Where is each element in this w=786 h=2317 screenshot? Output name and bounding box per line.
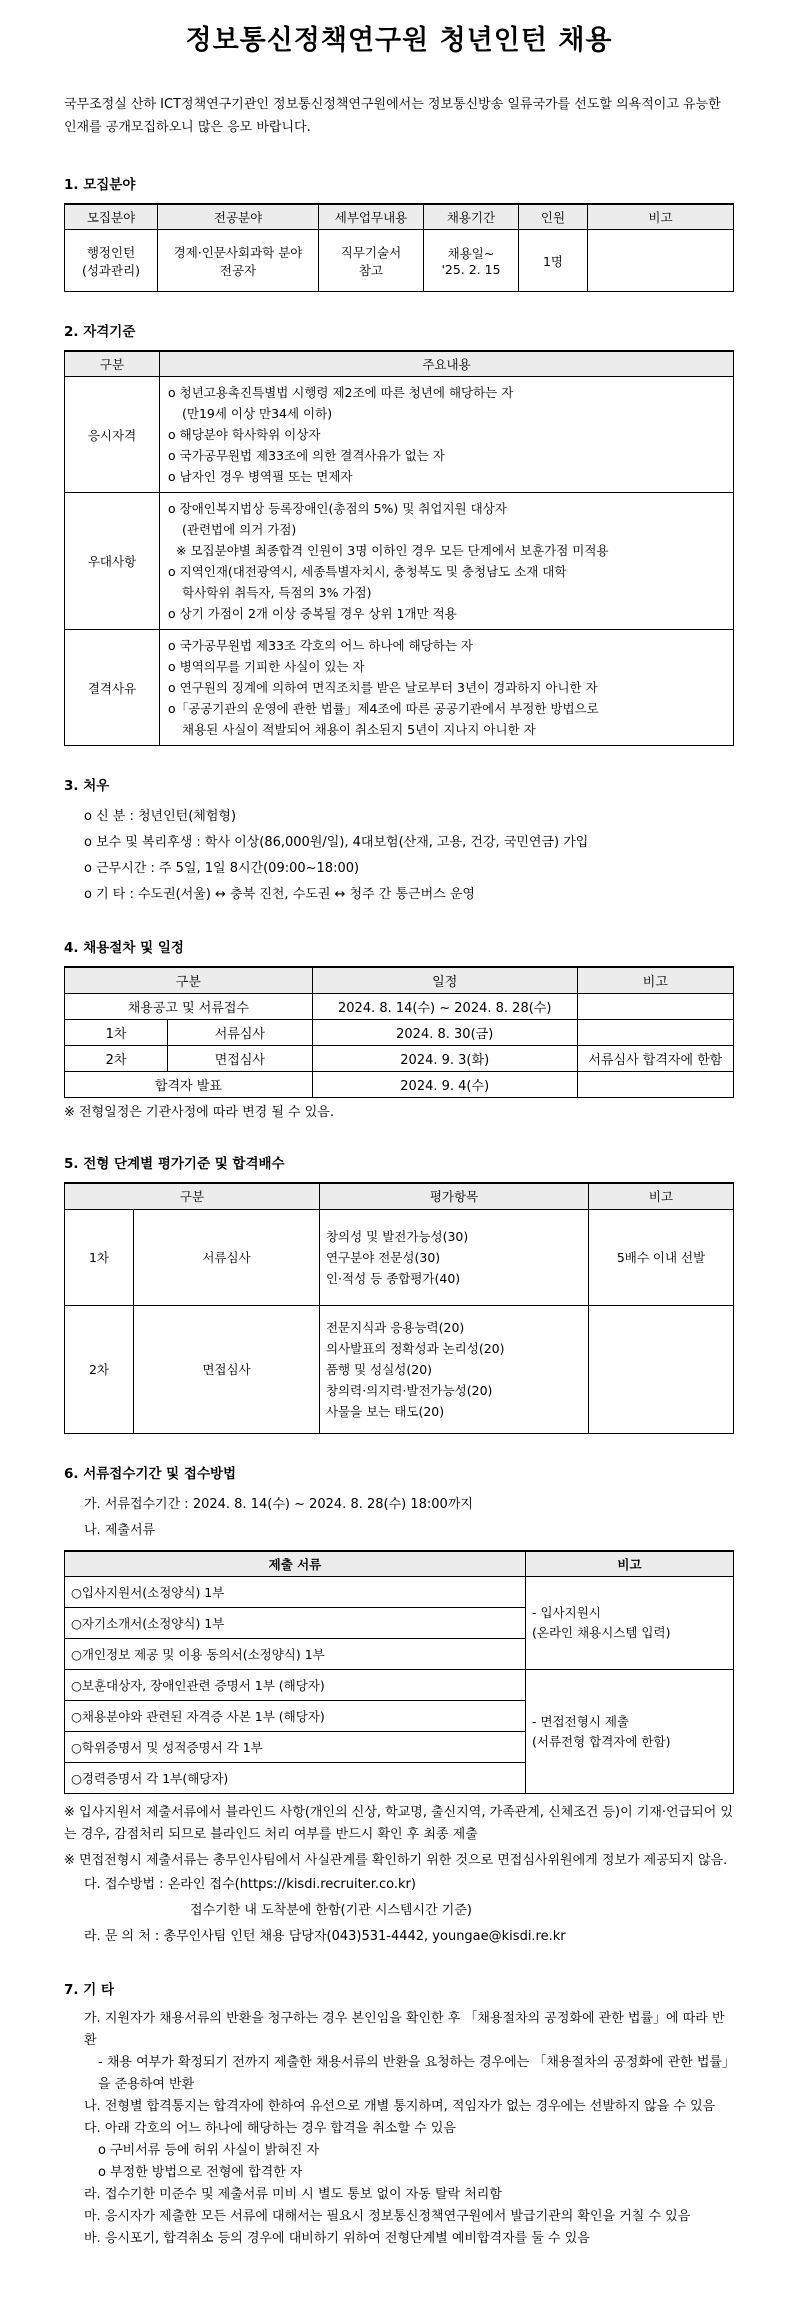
col-header: 평가항목 <box>319 1183 588 1209</box>
list-item: o 청년고용촉진특별법 시행령 제2조에 따른 청년에 해당하는 자 <box>168 385 514 400</box>
documents-label: 나. 제출서류 <box>84 1522 156 1538</box>
list-item: (만19세 이상 만34세 이하) <box>182 406 333 421</box>
section-2-heading: 2. 자격기준 <box>64 324 136 340</box>
list-item: 마. 응시자가 제출한 모든 서류에 대해서는 필요시 정보통신정책연구원에서 발급기관의 확인을 거칠 수 있음 <box>84 2209 691 2224</box>
table-cell <box>577 994 733 1020</box>
section-7-heading: 7. 기 타 <box>64 1982 115 1998</box>
col-header: 세부업무내용 <box>319 204 424 230</box>
treatment-line: o 근무시간 : 주 5일, 1일 8시간(09:00~18:00) <box>84 861 360 876</box>
table-cell <box>577 1020 733 1046</box>
contact-info: 라. 문 의 처 : 총무인사팀 인턴 채용 담당자(043)531-4442, youngae@kisdi.re.kr <box>84 1929 566 1944</box>
table-cell <box>588 1305 733 1433</box>
list-item: o 남자인 경우 병역필 또는 면제자 <box>168 469 353 484</box>
list-item: 창의성 및 발전가능성(30) <box>325 1228 469 1244</box>
treatment-line: o 보수 및 복리후생 : 학사 이상(86,000원/일), 4대보험(산재, 고용, 건강, 국민연금) 가입 <box>84 835 589 850</box>
treatment-line: o 신 분 : 청년인턴(체험형) <box>84 809 237 824</box>
table-row: ○입사지원서(소정양식) 1부 <box>65 1577 526 1608</box>
list-item: 의사발표의 정확성과 논리성(20) <box>325 1340 505 1356</box>
col-header: 비고 <box>526 1551 734 1577</box>
qualification-table <box>64 350 734 746</box>
list-item: o 구비서류 등에 허위 사실이 밝혀진 자 <box>98 2143 320 2158</box>
table-cell: 2차 <box>65 1305 134 1433</box>
application-deadline-note: 접수기한 내 도착분에 한함(기관 시스템시간 기준) <box>190 1903 472 1918</box>
list-item: 인·적성 등 종합평가(40) <box>325 1270 461 1286</box>
list-item: 학사학위 취득자, 득점의 3% 가점) <box>182 585 372 600</box>
list-item: 연구분야 전문성(30) <box>325 1249 441 1265</box>
table-cell: 5배수 이내 선발 <box>588 1209 733 1305</box>
list-item: - 채용 여부가 확정되기 전까지 제출한 채용서류의 반환을 요청하는 경우에는 「채용절차의 공정화에 관한 법률」을 준용하여 반환 <box>98 2055 729 2092</box>
list-item: o 병역의무를 기피한 사실이 있는 자 <box>168 659 365 674</box>
col-header: 인원 <box>519 204 588 230</box>
table-cell: - 면접전형시 제출 (서류전형 합격자에 한함) <box>526 1670 734 1794</box>
table-cell: 서류심사 합격자에 한함 <box>577 1046 733 1072</box>
col-header: 비고 <box>588 1183 733 1209</box>
col-header: 제출 서류 <box>65 1551 526 1577</box>
table-cell: 채용일~ '25. 2. 15 <box>424 230 519 292</box>
table-cell: 서류심사 <box>134 1209 320 1305</box>
intro-paragraph: 국무조정실 산하 ICT정책연구기관인 정보통신정책연구원에서는 정보통신방송 일류국가를 선도할 의욕적이고 유능한 인재를 공개모집하오니 많은 응모 바랍니다. <box>64 97 721 135</box>
table-row: ○보훈대상자, 장애인관련 증명서 1부 (해당자) <box>65 1670 526 1701</box>
list-item: 라. 접수기한 미준수 및 제출서류 미비 시 별도 통보 없이 자동 탈락 처리함 <box>84 2187 502 2202</box>
col-header: 모집분야 <box>65 204 158 230</box>
section-6-heading: 6. 서류접수기간 및 접수방법 <box>64 1465 237 1482</box>
list-item: o 국가공무원법 제33조 각호의 어느 하나에 해당하는 자 <box>168 638 473 653</box>
row-label: 응시자격 <box>65 377 160 493</box>
table-cell: 채용공고 및 서류접수 <box>65 994 313 1020</box>
table-cell: 1명 <box>519 230 588 292</box>
list-item: o 장애인복지법상 등록장애인(총점의 5%) 및 취업지원 대상자 <box>168 501 507 516</box>
list-item: 나. 전형별 합격통지는 합격자에 한하여 유선으로 개별 통지하며, 적임자가 없는 경우에는 선발하지 않을 수 있음 <box>84 2099 716 2114</box>
list-item: 품행 및 성실성(20) <box>325 1361 433 1377</box>
table-cell <box>160 377 734 493</box>
table-cell: 2024. 8. 14(수) ~ 2024. 8. 28(수) <box>312 994 577 1020</box>
table-row: ○개인정보 제공 및 이용 동의서(소정양식) 1부 <box>65 1639 526 1670</box>
application-period: 가. 서류접수기간 : 2024. 8. 14(수) ~ 2024. 8. 28(수) 18:00까지 <box>84 1496 473 1512</box>
table-cell: 경제·인문사회과학 분야 전공자 <box>158 230 319 292</box>
list-item: o 해당분야 학사학위 이상자 <box>168 427 321 442</box>
table-row: ○학위증명서 및 성적증명서 각 1부 <box>65 1732 526 1763</box>
application-method: 다. 접수방법 : 온라인 접수(https://kisdi.recruiter.co.kr) <box>84 1877 416 1892</box>
col-header: 비고 <box>588 204 734 230</box>
table-row: ○경력증명서 각 1부(해당자) <box>65 1763 526 1794</box>
list-item: 창의력·의지력·발전가능성(20) <box>325 1382 493 1398</box>
col-header: 전공분야 <box>158 204 319 230</box>
table-cell <box>319 1305 588 1433</box>
table-cell: 합격자 발표 <box>65 1072 313 1098</box>
list-item: 다. 아래 각호의 어느 하나에 해당하는 경우 합격을 취소할 수 있음 <box>84 2121 456 2136</box>
list-item: 채용된 사실이 적발되어 채용이 취소된지 5년이 지나지 아니한 자 <box>182 722 536 737</box>
table-cell: 직무기술서 참고 <box>319 230 424 292</box>
list-item: o 지역인재(대전광역시, 세종특별자치시, 충청북도 및 충청남도 소재 대학 <box>168 564 567 579</box>
table-cell <box>588 230 734 292</box>
interview-note: ※ 면접전형시 제출서류는 총무인사팀에서 사실관계를 확인하기 위한 것으로 면접심사위원에게 정보가 제공되지 않음. <box>64 1853 728 1868</box>
schedule-table <box>64 966 734 1098</box>
table-row: ○자기소개서(소정양식) 1부 <box>65 1608 526 1639</box>
treatment-line: o 기 타 : 수도권(서울) ↔ 충북 진천, 수도권 ↔ 청주 간 통근버스 운영 <box>84 887 475 902</box>
table-cell: 2024. 9. 3(화) <box>312 1046 577 1072</box>
col-header: 일정 <box>312 967 577 994</box>
table-cell: 서류심사 <box>168 1020 313 1046</box>
list-item: 사물을 보는 태도(20) <box>325 1403 445 1419</box>
list-item: o 국가공무원법 제33조에 의한 결격사유가 없는 자 <box>168 448 445 463</box>
evaluation-table <box>64 1182 734 1434</box>
table-cell: 1차 <box>65 1020 168 1046</box>
list-item: 전문지식과 응용능력(20) <box>325 1319 465 1335</box>
schedule-note: ※ 전형일정은 기관사정에 따라 변경 될 수 있음. <box>64 1105 334 1120</box>
list-item: o 상기 가점이 2개 이상 중복될 경우 상위 1개만 적용 <box>168 606 457 621</box>
table-cell: 2024. 8. 30(금) <box>312 1020 577 1046</box>
list-item: ※ 모집분야별 최종합격 인원이 3명 이하인 경우 모든 단계에서 보훈가점 미적용 <box>176 543 609 558</box>
col-header: 구분 <box>65 1183 320 1209</box>
list-item: o 연구원의 징계에 의하여 면직조치를 받은 날로부터 3년이 경과하지 아니한 자 <box>168 680 598 695</box>
col-header: 채용기간 <box>424 204 519 230</box>
section-5-heading: 5. 전형 단계별 평가기준 및 합격배수 <box>64 1156 285 1172</box>
blind-note: ※ 입사지원서 제출서류에서 블라인드 사항(개인의 신상, 학교명, 출신지역, 가족관계, 신체조건 등)이 기재·언급되어 있는 경우, 감점처리 되므로 블라인드 처리 여부를 반드시 확인 후 최종 제출 <box>64 1805 733 1842</box>
table-cell: 면접심사 <box>134 1305 320 1433</box>
table-cell <box>160 493 734 630</box>
col-header: 주요내용 <box>160 351 734 377</box>
page-title: 정보통신정책연구원 청년인턴 채용 <box>185 25 613 56</box>
section-1-heading: 1. 모집분야 <box>64 177 136 193</box>
list-item: 가. 지원자가 채용서류의 반환을 청구하는 경우 본인임을 확인한 후 「채용절차의 공정화에 관한 법률」에 따라 반환 <box>84 2011 725 2048</box>
col-header: 구분 <box>65 351 160 377</box>
row-label: 결격사유 <box>65 630 160 746</box>
list-item: o 부정한 방법으로 전형에 합격한 자 <box>98 2165 303 2180</box>
recruit-field-table <box>64 203 734 292</box>
row-label: 우대사항 <box>65 493 160 630</box>
list-item: (관련법에 의거 가점) <box>182 522 297 537</box>
table-cell: 면접심사 <box>168 1046 313 1072</box>
section-4-heading: 4. 채용절차 및 일정 <box>64 940 184 956</box>
table-cell: 1차 <box>65 1209 134 1305</box>
list-item: o「공공기관의 운영에 관한 법률」제4조에 따른 공공기관에서 부정한 방법으로 <box>168 701 599 716</box>
table-cell <box>319 1209 588 1305</box>
table-row: ○채용분야와 관련된 자격증 사본 1부 (해당자) <box>65 1701 526 1732</box>
table-cell: 행정인턴 (성과관리) <box>65 230 158 292</box>
col-header: 비고 <box>577 967 733 994</box>
table-cell <box>577 1072 733 1098</box>
documents-table <box>64 1550 734 1795</box>
table-cell: 2024. 9. 4(수) <box>312 1072 577 1098</box>
table-cell: 2차 <box>65 1046 168 1072</box>
table-cell <box>160 630 734 746</box>
list-item: 바. 응시포기, 합격취소 등의 경우에 대비하기 위하여 전형단계별 예비합격자를 둘 수 있음 <box>84 2231 590 2246</box>
section-3-heading: 3. 처우 <box>64 778 110 794</box>
table-cell: - 입사지원시 (온라인 채용시스템 입력) <box>526 1577 734 1670</box>
col-header: 구분 <box>65 967 313 994</box>
